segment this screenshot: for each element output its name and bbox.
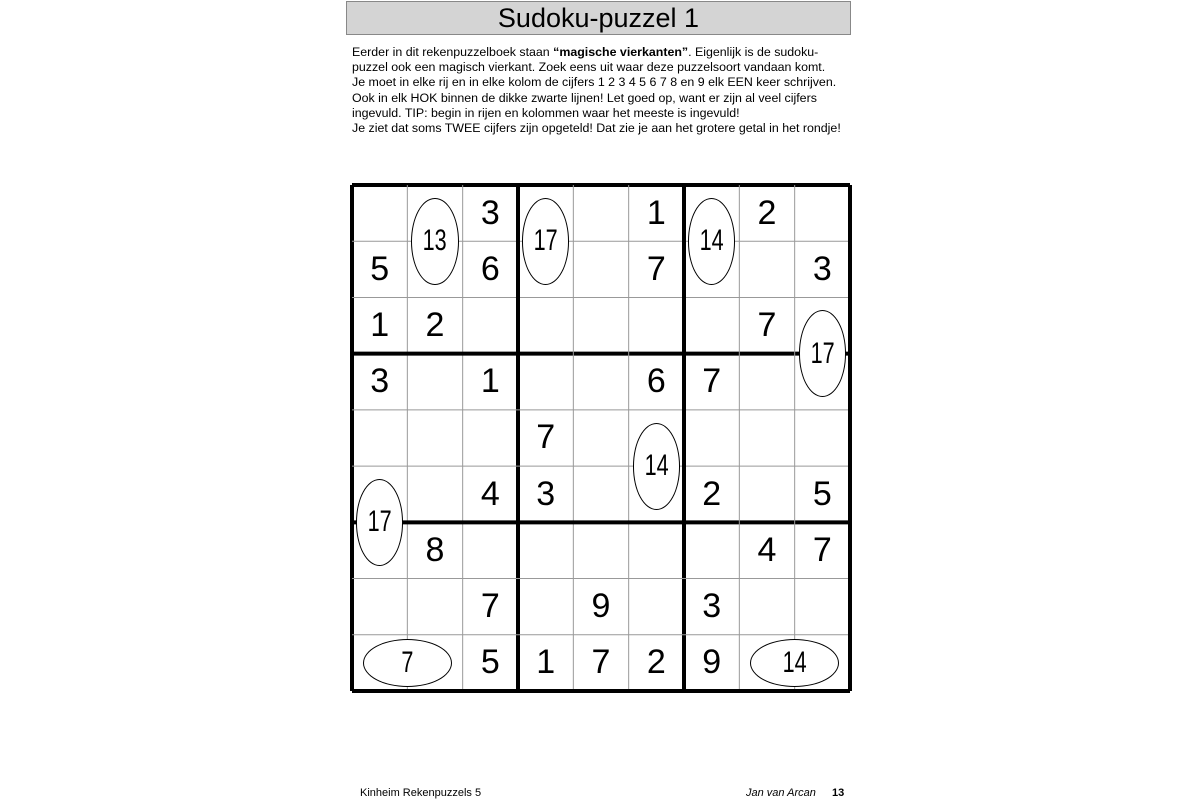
footer-page-number: 13 bbox=[832, 787, 845, 799]
sudoku-cell[interactable] bbox=[795, 579, 850, 635]
sum-oval-value: 13 bbox=[422, 224, 447, 258]
sudoku-cell[interactable]: 7 bbox=[757, 306, 777, 345]
sudoku-cell[interactable]: 9 bbox=[591, 587, 611, 626]
intro-text bbox=[352, 45, 847, 136]
sudoku-cell[interactable] bbox=[684, 522, 739, 578]
sudoku-cell[interactable] bbox=[684, 410, 739, 466]
sudoku-cell[interactable]: 1 bbox=[646, 193, 666, 232]
sudoku-cell[interactable] bbox=[352, 410, 407, 466]
sudoku-cell[interactable]: 3 bbox=[370, 362, 390, 401]
sudoku-cell[interactable] bbox=[739, 579, 794, 635]
sudoku-cell[interactable]: 1 bbox=[370, 306, 390, 345]
sum-oval-value: 7 bbox=[401, 645, 414, 679]
sudoku-cell[interactable] bbox=[463, 297, 518, 353]
sudoku-cell[interactable] bbox=[573, 354, 628, 410]
sum-oval-value: 14 bbox=[644, 449, 669, 483]
sudoku-cell[interactable]: 2 bbox=[425, 306, 445, 345]
sudoku-cell[interactable] bbox=[518, 579, 573, 635]
sudoku-cell[interactable] bbox=[518, 522, 573, 578]
sudoku-cell[interactable]: 3 bbox=[480, 193, 500, 232]
sudoku-cell[interactable] bbox=[352, 185, 407, 241]
footer-author: Jan van Arcan bbox=[746, 787, 816, 799]
sum-oval bbox=[363, 639, 453, 687]
sum-oval-value: 17 bbox=[533, 224, 558, 258]
sum-oval-value: 17 bbox=[367, 505, 392, 539]
sudoku-cell[interactable] bbox=[739, 410, 794, 466]
intro-paragraph-2: Je moet in elke rij en in elke kolom de cijfers 1 2 3 4 5 6 7 8 en 9 elk EEN keer schrijven. Ook in elk HOK binnen de dikke zwarte lijnen! Let goed op, want er zijn al veel cijfers ingevuld. TIP: begin in rijen en kolommen waar het meeste is ingevuld! bbox=[352, 75, 837, 120]
sudoku-cell[interactable] bbox=[407, 354, 462, 410]
sum-oval bbox=[633, 423, 681, 510]
sudoku-cell[interactable] bbox=[352, 579, 407, 635]
intro-paragraph-1: Eerder in dit rekenpuzzelboek staan “magische vierkanten”. Eigenlijk is de sudoku-puzzel ook een magisch vierkant. Zoek eens uit waar deze puzzelsoort vandaan komt. bbox=[352, 45, 826, 75]
sudoku-cell[interactable] bbox=[573, 466, 628, 522]
sudoku-cell[interactable]: 7 bbox=[702, 362, 722, 401]
sudoku-cell[interactable]: 7 bbox=[536, 418, 556, 457]
sudoku-cell[interactable] bbox=[518, 297, 573, 353]
sudoku-cell[interactable]: 2 bbox=[757, 193, 777, 232]
sum-oval bbox=[356, 479, 404, 566]
sum-oval bbox=[799, 310, 847, 397]
sudoku-cell[interactable] bbox=[684, 297, 739, 353]
sudoku-cell[interactable] bbox=[573, 522, 628, 578]
sudoku-cell[interactable]: 2 bbox=[646, 643, 666, 682]
sudoku-cell[interactable]: 2 bbox=[702, 474, 722, 513]
sudoku-cell[interactable]: 1 bbox=[480, 362, 500, 401]
sum-oval bbox=[688, 198, 736, 285]
sudoku-cell[interactable] bbox=[463, 522, 518, 578]
sudoku-cell[interactable]: 5 bbox=[812, 474, 832, 513]
footer-book-title: Kinheim Rekenpuzzels 5 bbox=[360, 787, 482, 799]
sudoku-cell[interactable]: 3 bbox=[702, 587, 722, 626]
sudoku-cell[interactable]: 3 bbox=[536, 474, 556, 513]
sudoku-cell[interactable]: 9 bbox=[702, 643, 722, 682]
sudoku-cell[interactable] bbox=[407, 579, 462, 635]
sudoku-cell[interactable]: 3 bbox=[812, 249, 832, 288]
sudoku-cell[interactable] bbox=[795, 185, 850, 241]
sudoku-cell[interactable]: 5 bbox=[370, 249, 390, 288]
sudoku-cell[interactable]: 7 bbox=[591, 643, 611, 682]
sudoku-cell[interactable] bbox=[407, 466, 462, 522]
sudoku-cell[interactable]: 6 bbox=[646, 362, 666, 401]
sudoku-cell[interactable] bbox=[573, 185, 628, 241]
sudoku-cell[interactable]: 6 bbox=[480, 249, 500, 288]
sudoku-cell[interactable]: 7 bbox=[646, 249, 666, 288]
sudoku-cell[interactable] bbox=[739, 241, 794, 297]
sudoku-cell[interactable] bbox=[407, 410, 462, 466]
intro-paragraph-3: Je ziet dat soms TWEE cijfers zijn opgeteld! Dat zie je aan het grotere getal in het rondje! bbox=[352, 121, 841, 136]
sudoku-cell[interactable] bbox=[463, 410, 518, 466]
sudoku-cell[interactable] bbox=[573, 241, 628, 297]
sudoku-cell[interactable] bbox=[795, 410, 850, 466]
sudoku-cell[interactable]: 8 bbox=[425, 530, 445, 569]
sudoku-cell[interactable] bbox=[573, 410, 628, 466]
sudoku-cell[interactable] bbox=[629, 522, 684, 578]
sudoku-cell[interactable]: 4 bbox=[757, 530, 777, 569]
sudoku-cell[interactable]: 4 bbox=[480, 474, 500, 513]
sum-oval bbox=[522, 198, 570, 285]
sudoku-cell[interactable] bbox=[573, 297, 628, 353]
sum-oval bbox=[411, 198, 459, 285]
sum-oval-value: 14 bbox=[699, 224, 724, 258]
sudoku-cell[interactable] bbox=[518, 354, 573, 410]
sudoku-cell[interactable] bbox=[629, 579, 684, 635]
sudoku-cell[interactable] bbox=[629, 297, 684, 353]
sudoku-cell[interactable] bbox=[739, 354, 794, 410]
sum-oval-value: 17 bbox=[810, 336, 835, 370]
sudoku-cell[interactable]: 7 bbox=[480, 587, 500, 626]
sudoku-cell[interactable]: 5 bbox=[480, 643, 500, 682]
sudoku-cell[interactable]: 7 bbox=[812, 530, 832, 569]
sum-oval-value: 14 bbox=[782, 645, 807, 679]
page-title: Sudoku-puzzel 1 bbox=[346, 1, 851, 35]
sudoku-cell[interactable]: 1 bbox=[536, 643, 556, 682]
sum-oval bbox=[750, 639, 840, 687]
sudoku-cell[interactable] bbox=[739, 466, 794, 522]
sudoku-board bbox=[352, 185, 850, 691]
